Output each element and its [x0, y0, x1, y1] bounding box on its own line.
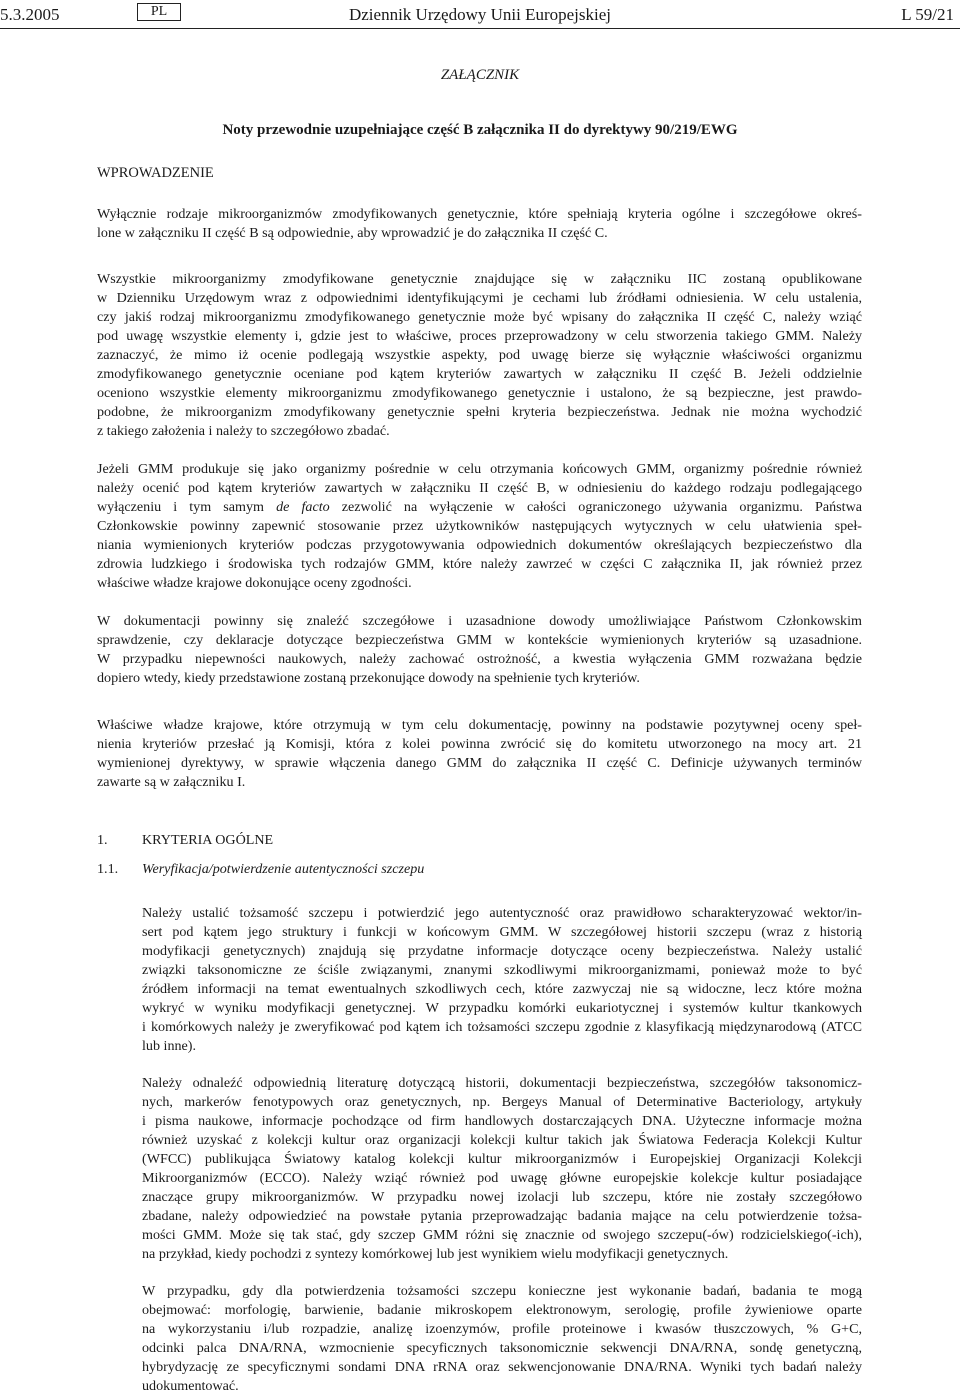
section-1-1-paragraph-3	[142, 1282, 862, 1396]
text-line: dopiero wtedy, kiedy przedstawione zostaną przekonujące dowody na spełnienie tych kryteriów.	[97, 670, 640, 686]
section-1-title: KRYTERIA OGÓLNE	[142, 832, 274, 848]
text-line: na wykorzystaniu i/lub rozpadzie, analizę izoenzymów, profile proteinowe i kwasów tłuszczowych, % G+C,	[142, 1321, 862, 1337]
text-line: nienia kryteriów przesłać ją Komisji, która z kolei powinna zwrócić się do komitetu utworzonego na mocy art. 21	[97, 736, 862, 752]
text-line: na przykład, kiedy pochodzi z syntezy komórkowej lub jest wynikiem wielu modyfikacji genetycznych.	[142, 1246, 729, 1262]
text-line: wykryć w wyniku modyfikacji genetycznej. W przypadku komórki eukariotycznej i systemów kultur tkankowych	[142, 1000, 862, 1016]
document-title: Noty przewodnie uzupełniające część B załącznika II do dyrektywy 90/219/EWG	[222, 122, 738, 138]
section-1-1-title: Weryfikacja/potwierdzenie autentyczności szczepu	[142, 861, 425, 877]
language-code: PL	[137, 3, 181, 21]
text-line	[97, 498, 862, 517]
text-line: czy jakiś rodzaj mikroorganizmu zmodyfikowanego genetycznie może być wpisany do załącznika II część C, należy wziąć	[97, 309, 862, 325]
text-line: lub inne).	[142, 1038, 197, 1054]
intro-paragraph-5	[97, 716, 862, 792]
text-line: znaczące grupy mikroorganizmów. W przypadku nowej izolacji lub szczepu, które nie zostały szczegółowo	[142, 1189, 862, 1205]
text-line: oceniono wszystkie elementy mikroorganizmu zmodyfikowanego genetycznie i ustalono, że są bezpieczne, jest prawdo-	[97, 385, 862, 401]
annex-label: ZAŁĄCZNIK	[440, 67, 520, 83]
page-reference: L 59/21	[901, 5, 954, 24]
section-1-1-paragraph-1	[142, 904, 862, 1056]
intro-paragraph-1	[97, 205, 862, 243]
text-line: nych, markerów fenotypowych oraz genetycznych, np. Bergeys Manual of Determinative Bacteriology, artykuły	[142, 1094, 862, 1110]
text-line: i komórkowych należy je zweryfikować pod kątem ich tożsamości szczepu zgodnie z klasyfikacją międzynarodową (ATCC	[142, 1019, 862, 1035]
text-line: należy ocenić pod kątem kryteriów zawartych w załączniku II część B, w odniesieniu do każdego rodzaju podlegającego	[97, 480, 862, 496]
publication-date: 5.3.2005	[0, 5, 60, 24]
text-line: W przypadku niepewności naukowych, należy zachować ostrożność, a kwestia wyłączenia GMM rozważana będzie	[97, 651, 862, 667]
text-line: mości GMM. Może się tak stać, gdy szczep GMM różni się znacznie od swojego szczepu(-ów) rodzicielskiego(-ich),	[142, 1227, 862, 1243]
header-divider	[0, 28, 960, 29]
text-line: udokumentować.	[142, 1378, 239, 1394]
text-line: (WFCC) publikująca Światowy katalog kolekcji kultur mikroorganizmów i Europejskiej Organizacji Kolekcji	[142, 1151, 862, 1167]
text-line: obejmować: morfologię, barwienie, badanie mikroskopem elektronowym, serologię, profile żywieniowe oparte	[142, 1302, 862, 1318]
section-1-1-paragraph-2	[142, 1074, 862, 1264]
text-line: Właściwe władze krajowe, które otrzymują w tym celu dokumentację, powinny na podstawie pozytywnej oceny speł-	[97, 717, 862, 733]
text-line: zbadane, należy odpowiedzieć na powstałe pytania przeprowadzając badania mające na celu potwierdzenie tożsa-	[142, 1208, 862, 1224]
latin-term: de facto	[276, 499, 330, 515]
text-line: lone w załączniku II część B są odpowiednie, aby wprowadzić je do załącznika II część C.	[97, 225, 608, 241]
intro-paragraph-2	[97, 270, 862, 441]
text-line: W dokumentacji powinny się znaleźć szczegółowe i uzasadnione dowody umożliwiające Państwom Członkowskim	[97, 613, 862, 629]
journal-title: Dziennik Urzędowy Unii Europejskiej	[348, 5, 611, 24]
text-line: Członkowskie powinny zapewnić stosowanie przez użytkowników następujących wytycznych w celu ułatwienia speł-	[97, 518, 862, 534]
text-line: Wyłącznie rodzaje mikroorganizmów zmodyfikowanych genetycznie, które spełniają kryteria ogólne i szczegółowe okreś-	[97, 206, 862, 222]
text-line: właściwe władze krajowe dokonujące oceny zgodności.	[97, 575, 412, 591]
text-line: z takiego założenia i należy to szczegółowo zbadać.	[97, 423, 390, 439]
text-line: odcinki palca DNA/RNA, wzmocnienie specyficznych taksonomicznie sekwencji DNA/RNA, sondę genetyczną,	[142, 1340, 862, 1356]
text-fragment: wyłączeniu i tym samym	[97, 499, 264, 515]
text-line: modyfikacji genetycznych) znajdują się przydatne informacje dotyczące oceny bezpieczeństwa. Należy ustalić	[142, 943, 862, 959]
text-line: związki taksonomiczne ze ściśle związanymi, znanymi szkodliwymi mikroorganizmami, ponieważ może to być	[142, 962, 862, 978]
text-line: Mikroorganizmów (ECCO). Należy wziąć również pod uwagę główne europejskie kolekcje kultur posiadające	[142, 1170, 862, 1186]
text-line: niania wymienionych kryteriów podczas przygotowywania odpowiednich dokumentów określających bezpieczeństwo dla	[97, 537, 862, 553]
text-line: sert pod kątem jego struktury i funkcji w końcowym GMM. W szczegółowej historii szczepu (wraz z historią	[142, 924, 862, 940]
intro-paragraph-3	[97, 460, 862, 593]
intro-heading: WPROWADZENIE	[97, 165, 214, 181]
text-line: i pisma naukowe, informacje pochodzące od firm handlowych dostarczających DNA. Użyteczne informacje można	[142, 1113, 862, 1129]
text-line: wymienionej dyrektywy, w sprawie włączenia danego GMM do załącznika II część C. Definicje używanych terminów	[97, 755, 862, 771]
text-line: w Dzienniku Urzędowym wraz z odpowiednimi identyfikującymi je cechami lub źródłami odniesienia. W celu ustalenia,	[97, 290, 862, 306]
text-line: zmodyfikowanego genetycznie oceniane pod kątem kryteriów zawartych w załączniku II część B. Jeżeli oddzielnie	[97, 366, 862, 382]
intro-paragraph-4	[97, 612, 862, 688]
text-line: pod uwagę wszystkie elementy i, gdzie jest to właściwe, proces przeprowadzony w celu stworzenia takiego GMM. Należy	[97, 328, 862, 344]
text-line: Wszystkie mikroorganizmy zmodyfikowane genetycznie znajdujące się w załączniku IIC zostaną opublikowane	[97, 271, 862, 287]
text-line: zaznaczyć, że mimo iż ocenie podlegają wszystkie aspekty, pod uwagę bierze się wyłącznie właściwości organizmu	[97, 347, 862, 363]
text-line: hybrydyzację ze specyficznymi sondami DNA rRNA oraz sekwencjonowanie DNA/RNA. Wyniki tych badań należy	[142, 1359, 862, 1375]
section-1-1-number: 1.1.	[97, 861, 119, 877]
text-fragment: zezwolić na wyłączenie w całości ograniczonego używania organizmu. Państwa	[341, 499, 863, 515]
section-1-number: 1.	[97, 832, 108, 848]
text-line: również uzyskać z kolekcji kultur oraz organizacji kolekcji kultur takich jak Światowa Federacja Kolekcji Kultur	[142, 1132, 862, 1148]
text-line: W przypadku, gdy dla potwierdzenia tożsamości szczepu konieczne jest wykonanie badań, badania te mogą	[142, 1283, 862, 1299]
text-line: zawarte są w załączniku I.	[97, 774, 246, 790]
text-line: źródłem informacji na temat ewentualnych szkodliwych cech, które zazwyczaj nie są widoczne, lecz które można	[142, 981, 862, 997]
text-line: Jeżeli GMM produkuje się jako organizmy pośrednie w celu otrzymania końcowych GMM, organizmy pośrednie również	[97, 461, 862, 477]
text-line: zdrowia ludzkiego i środowiska tych rodzajów GMM, które należy zawrzeć w części C załącznika II, jak również przez	[97, 556, 862, 572]
text-line: sprawdzenie, czy deklaracje dotyczące bezpieczeństwa GMM w kontekście wymienionych kryteriów są uzasadnione.	[97, 632, 862, 648]
text-line: Należy ustalić tożsamość szczepu i potwierdzić jego autentyczność oraz prawidłowo scharakteryzować wektor/in-	[142, 905, 862, 921]
text-line: Należy odnaleźć odpowiednią literaturę dotyczącą historii, dokumentacji bezpieczeństwa, szczegółów taksonomicz-	[142, 1075, 862, 1091]
text-line: podobne, że mikroorganizm zmodyfikowany genetycznie spełni kryteria bezpieczeństwa. Jednak nie można wychodzić	[97, 404, 862, 420]
